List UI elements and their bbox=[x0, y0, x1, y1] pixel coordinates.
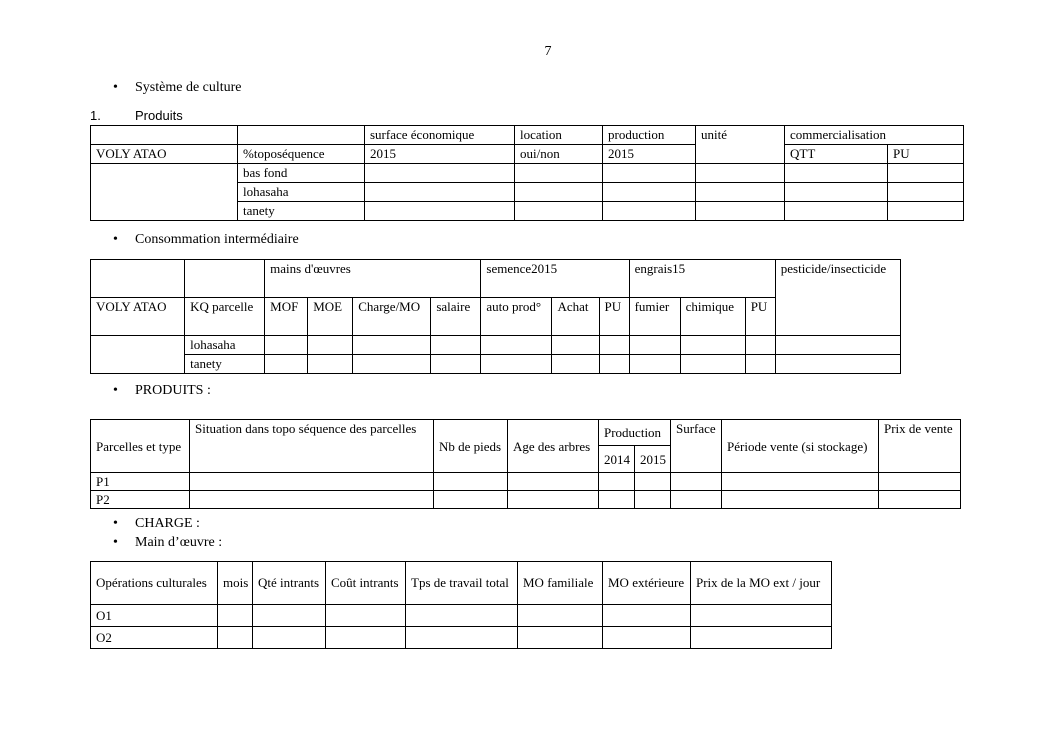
label-achat: Achat bbox=[552, 298, 599, 336]
label-voly-atao: VOLY ATAO bbox=[91, 298, 185, 336]
bullet-icon: • bbox=[113, 383, 118, 398]
table-cell bbox=[552, 336, 599, 355]
table-cell bbox=[326, 605, 406, 627]
header-production: Production bbox=[599, 420, 671, 446]
table-cell bbox=[629, 336, 680, 355]
table-cell bbox=[691, 605, 832, 627]
table-cell bbox=[603, 627, 691, 649]
table-cell bbox=[696, 164, 785, 183]
table-cell bbox=[785, 164, 888, 183]
bullet-charge bbox=[113, 516, 200, 532]
label-salaire: salaire bbox=[431, 298, 481, 336]
header-prix-vente: Prix de vente bbox=[879, 420, 961, 473]
table-cell bbox=[353, 355, 431, 374]
table-cell bbox=[680, 355, 745, 374]
header-cout-intrants: Coût intrants bbox=[326, 562, 406, 605]
header-situation: Situation dans topo séquence des parcelles bbox=[190, 420, 434, 473]
table-cell bbox=[365, 183, 515, 202]
heading-produits: Produits bbox=[135, 108, 183, 123]
table-cell bbox=[238, 126, 365, 145]
header-tps-travail: Tps de travail total bbox=[406, 562, 518, 605]
table-cell bbox=[680, 336, 745, 355]
bullet-consommation bbox=[113, 232, 299, 248]
table-cell bbox=[481, 355, 552, 374]
table-cell bbox=[218, 627, 253, 649]
header-age-arbres: Age des arbres bbox=[508, 420, 599, 473]
label-2015: 2015 bbox=[365, 145, 515, 164]
header-semence: semence2015 bbox=[481, 260, 629, 298]
label-pu: PU bbox=[888, 145, 964, 164]
header-pesticide: pesticide/insecticide bbox=[775, 260, 900, 336]
label-2015: 2015 bbox=[603, 145, 696, 164]
table-cell bbox=[253, 605, 326, 627]
header-parcelles-type: Parcelles et type bbox=[91, 420, 190, 473]
table-cell bbox=[518, 605, 603, 627]
table-cell bbox=[406, 627, 518, 649]
table-cell bbox=[722, 491, 879, 509]
table-cell bbox=[518, 627, 603, 649]
table-cell bbox=[635, 473, 671, 491]
label-qtt: QTT bbox=[785, 145, 888, 164]
table-cell bbox=[603, 605, 691, 627]
table-cell bbox=[888, 164, 964, 183]
bullet-text: Système de culture bbox=[135, 80, 242, 95]
label-mof: MOF bbox=[265, 298, 308, 336]
row-label: tanety bbox=[238, 202, 365, 221]
table-cell bbox=[603, 164, 696, 183]
bullet-systeme-de-culture bbox=[113, 80, 242, 96]
table-cell bbox=[515, 202, 603, 221]
table-cell bbox=[671, 491, 722, 509]
header-mo-familiale: MO familiale bbox=[518, 562, 603, 605]
row-label: bas fond bbox=[238, 164, 365, 183]
label-kq-parcelle: KQ parcelle bbox=[185, 298, 265, 336]
label-2015: 2015 bbox=[635, 446, 671, 473]
label-moe: MOE bbox=[308, 298, 353, 336]
header-surface: Surface bbox=[671, 420, 722, 473]
table-cell bbox=[599, 473, 635, 491]
table-cell bbox=[265, 336, 308, 355]
table-cell bbox=[353, 336, 431, 355]
table-cell bbox=[599, 355, 629, 374]
table-cell bbox=[481, 336, 552, 355]
table-cell bbox=[190, 491, 434, 509]
header-qte-intrants: Qté intrants bbox=[253, 562, 326, 605]
label-pu: PU bbox=[745, 298, 775, 336]
table-cell bbox=[91, 164, 238, 221]
row-label: P1 bbox=[91, 473, 190, 491]
table-cell bbox=[603, 183, 696, 202]
bullet-text: PRODUITS : bbox=[135, 383, 211, 398]
table-cell bbox=[508, 491, 599, 509]
table-cell bbox=[434, 491, 508, 509]
table-cell bbox=[431, 336, 481, 355]
label-charge-mo: Charge/MO bbox=[353, 298, 431, 336]
label-fumier: fumier bbox=[629, 298, 680, 336]
table-cell bbox=[722, 473, 879, 491]
header-mois: mois bbox=[218, 562, 253, 605]
bullet-produits bbox=[113, 383, 211, 399]
header-surface: surface économique bbox=[365, 126, 515, 145]
consommation-table bbox=[90, 259, 901, 374]
bullet-text: CHARGE : bbox=[135, 516, 200, 531]
table-cell bbox=[775, 355, 900, 374]
bullet-text: Consommation intermédiaire bbox=[135, 232, 299, 247]
bullet-icon: • bbox=[113, 80, 118, 95]
table-cell bbox=[365, 202, 515, 221]
table-cell bbox=[599, 336, 629, 355]
table-cell bbox=[603, 202, 696, 221]
bullet-text: Main d’œuvre : bbox=[135, 535, 223, 550]
table-cell bbox=[218, 605, 253, 627]
row-label: tanety bbox=[185, 355, 265, 374]
table-cell bbox=[308, 355, 353, 374]
table-cell bbox=[879, 491, 961, 509]
table-cell bbox=[785, 183, 888, 202]
table-cell bbox=[691, 627, 832, 649]
table-cell bbox=[406, 605, 518, 627]
header-operations-culturales: Opérations culturales bbox=[91, 562, 218, 605]
table-cell bbox=[888, 202, 964, 221]
header-location: location bbox=[515, 126, 603, 145]
row-label: P2 bbox=[91, 491, 190, 509]
table-cell bbox=[326, 627, 406, 649]
row-label: lohasaha bbox=[238, 183, 365, 202]
produits-table bbox=[90, 125, 964, 221]
header-engrais: engrais15 bbox=[629, 260, 775, 298]
table-cell bbox=[745, 336, 775, 355]
table-cell bbox=[671, 473, 722, 491]
heading-number: 1. bbox=[90, 108, 101, 123]
label-pu: PU bbox=[599, 298, 629, 336]
header-mo-exterieure: MO extérieure bbox=[603, 562, 691, 605]
table-cell bbox=[696, 183, 785, 202]
table-cell bbox=[190, 473, 434, 491]
table-cell bbox=[888, 183, 964, 202]
table-cell bbox=[91, 336, 185, 374]
table-cell bbox=[775, 336, 900, 355]
bullet-icon: • bbox=[113, 516, 118, 531]
label-auto-prod: auto prod° bbox=[481, 298, 552, 336]
table-cell bbox=[308, 336, 353, 355]
header-mains-oeuvres: mains d'œuvres bbox=[265, 260, 481, 298]
header-commercialisation: commercialisation bbox=[785, 126, 964, 145]
table-cell bbox=[515, 164, 603, 183]
label-voly-atao: VOLY ATAO bbox=[91, 145, 238, 164]
main-oeuvre-table bbox=[90, 561, 832, 649]
label-oui-non: oui/non bbox=[515, 145, 603, 164]
table-cell bbox=[785, 202, 888, 221]
bullet-icon: • bbox=[113, 535, 118, 550]
table-cell bbox=[515, 183, 603, 202]
table-cell bbox=[745, 355, 775, 374]
table-cell bbox=[185, 260, 265, 298]
label-chimique: chimique bbox=[680, 298, 745, 336]
bullet-icon: • bbox=[113, 232, 118, 247]
table-cell bbox=[879, 473, 961, 491]
row-label: O1 bbox=[91, 605, 218, 627]
table-cell bbox=[434, 473, 508, 491]
bullet-main-oeuvre bbox=[113, 535, 223, 551]
table-cell bbox=[599, 491, 635, 509]
page-number: 7 bbox=[544, 44, 552, 59]
table-cell bbox=[508, 473, 599, 491]
label-2014: 2014 bbox=[599, 446, 635, 473]
table-cell bbox=[265, 355, 308, 374]
row-label: O2 bbox=[91, 627, 218, 649]
label-toposequence: %toposéquence bbox=[238, 145, 365, 164]
table-cell bbox=[696, 202, 785, 221]
header-nb-pieds: Nb de pieds bbox=[434, 420, 508, 473]
table-cell bbox=[431, 355, 481, 374]
header-periode-vente: Période vente (si stockage) bbox=[722, 420, 879, 473]
table-cell bbox=[552, 355, 599, 374]
produits-parcelles-table bbox=[90, 419, 961, 509]
row-label: lohasaha bbox=[185, 336, 265, 355]
table-cell bbox=[629, 355, 680, 374]
header-prix-mo: Prix de la MO ext / jour bbox=[691, 562, 832, 605]
table-cell bbox=[91, 126, 238, 145]
table-cell bbox=[253, 627, 326, 649]
header-production: production bbox=[603, 126, 696, 145]
table-cell bbox=[635, 491, 671, 509]
table-cell bbox=[91, 260, 185, 298]
table-cell bbox=[365, 164, 515, 183]
header-unite: unité bbox=[696, 126, 785, 164]
